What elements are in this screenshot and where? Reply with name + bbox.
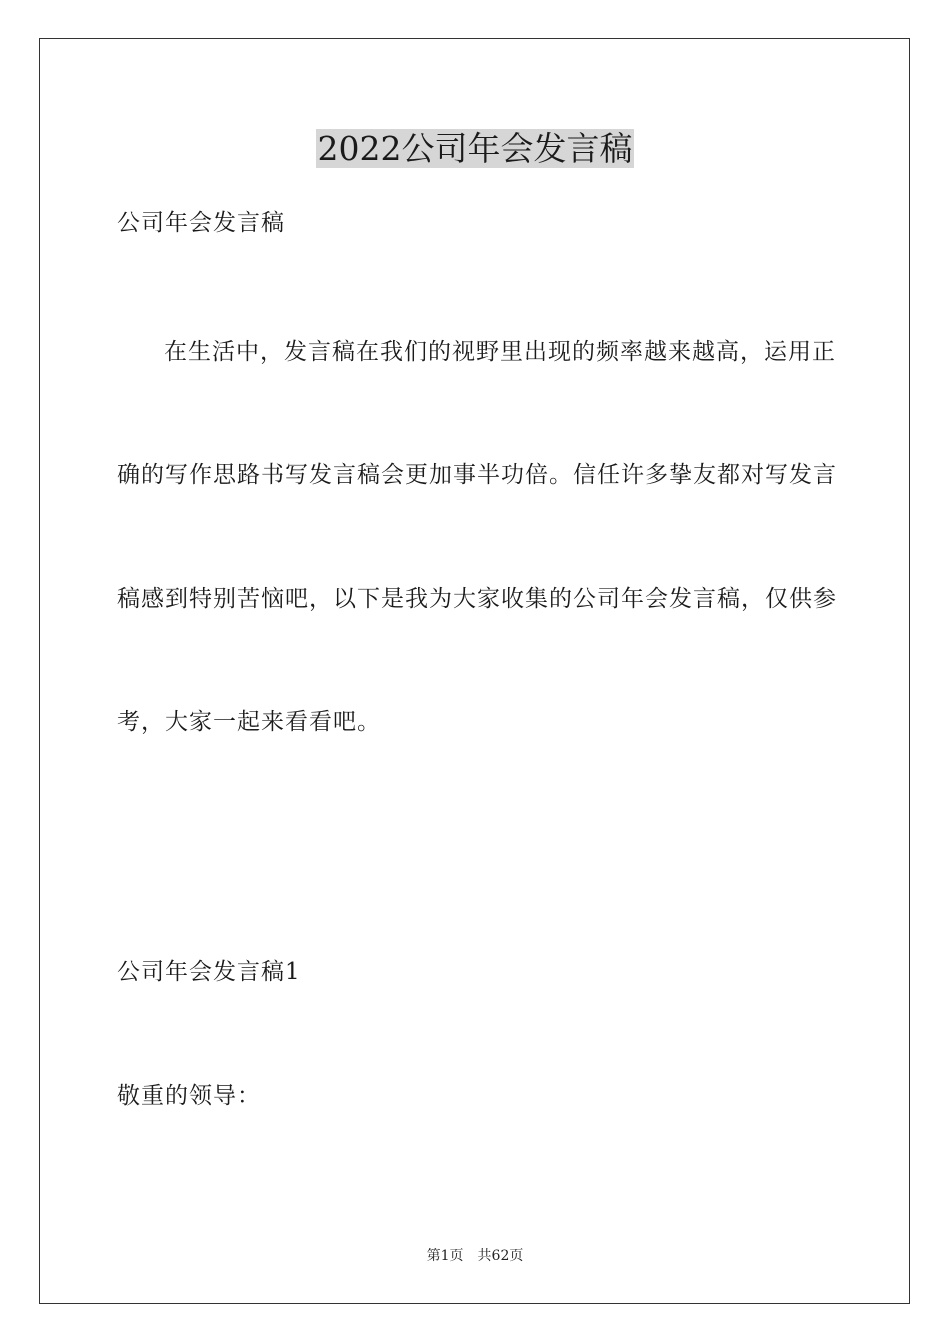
intro-line-3: 稿感到特别苦恼吧，以下是我为大家收集的公司年会发言稿，仅供参 xyxy=(117,586,837,612)
section-heading: 公司年会发言稿1 xyxy=(117,959,301,985)
page-number: 第1页 xyxy=(426,1248,464,1264)
document-title xyxy=(0,126,950,172)
document-title-text: 2022公司年会发言稿 xyxy=(317,129,633,168)
intro-line-1: 在生活中，发言稿在我们的视野里出现的频率越来越高，运用正 xyxy=(164,339,836,365)
intro-line-4: 考，大家一起来看看吧。 xyxy=(117,709,381,735)
page-footer xyxy=(0,1246,950,1266)
intro-line-2: 确的写作思路书写发言稿会更加事半功倍。信任许多挚友都对写发言 xyxy=(117,462,837,488)
page-total: 共62页 xyxy=(477,1248,524,1264)
salutation: 敬重的领导： xyxy=(117,1083,261,1109)
document-subtitle: 公司年会发言稿 xyxy=(117,210,285,236)
